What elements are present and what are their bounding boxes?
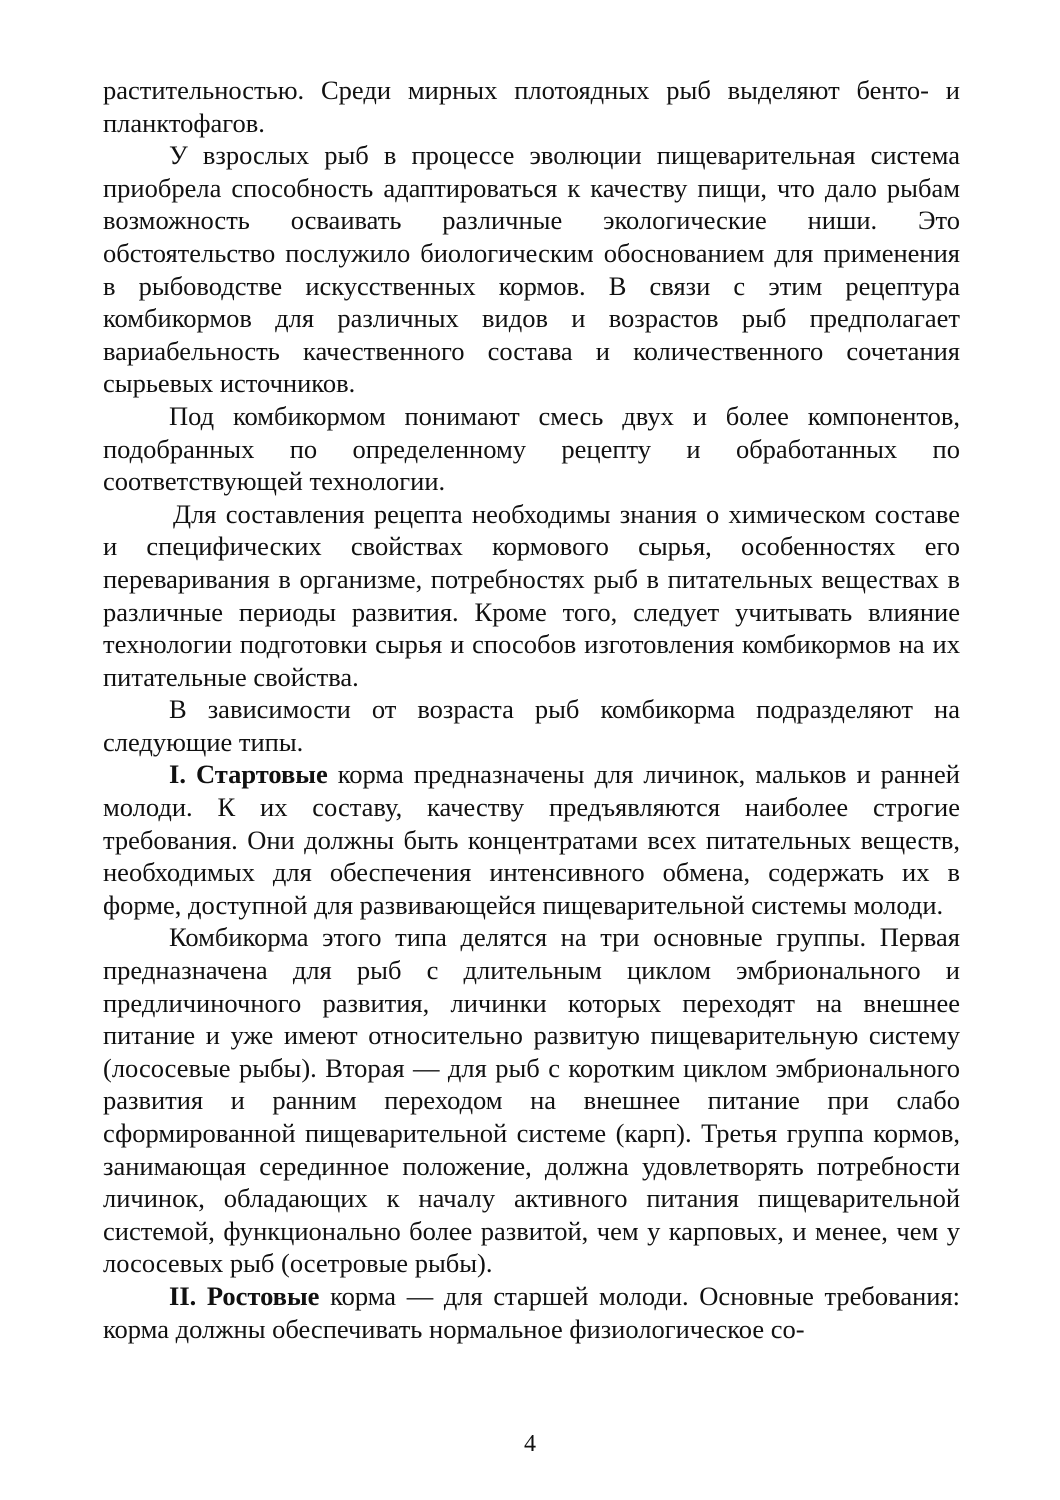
paragraph-starter-groups: Комбикорма этого типа делятся на три основные группы. Первая предназначена для рыб с длительным циклом эмбрионального и предличиночного развития, личинки которых переходят на внешнее питание и уже имеют относительно развитую пищеварительную систему (лососевые рыбы). Вторая — для рыб с коротким циклом эмбрионального развития и ранним переходом на внешнее питание при слабо сформированной пищеварительной системе (карп). Третья группа кормов, занимающая серединное положение, должна удовлетворять потребности личинок, обладающих к началу активного питания пищеварительной системой, функционально более развитой, чем у карповых, и менее, чем у лососевых рыб (осетровые рыбы). xyxy=(103,922,960,1279)
paragraph-continuation: растительностью. Среди мирных плотоядных рыб выделяют бенто- и планктофагов. xyxy=(103,75,960,138)
body-text xyxy=(103,74,960,1345)
paragraph-recipe-requirements: Для составления рецепта необходимы знания о химическом составе и специфических свойствах кормового сырья, особенностях его переваривания в организме, потребностях рыб в питательных веществах в различные периоды развития. Кроме того, следует учитывать влияние технологии подготовки сырья и способов изготовления комбикормов на их питательные свойства. xyxy=(103,498,960,692)
starter-feeds-text: корма предназначены для личинок, мальков и ранней молоди. К их составу, качеству предъявляются наиболее строгие требования. Они должны быть концентратами всех питательных веществ, необходимых для обеспечения интенсивного обмена, содержать их в форме, доступной для развивающейся пищеварительной системы молоди. xyxy=(103,759,960,920)
paragraph-feed-types-intro: В зависимости от возраста рыб комбикорма подразделяют на следующие типы. xyxy=(103,694,960,757)
page-number: 4 xyxy=(524,1431,536,1457)
starter-feeds-heading: I. Стартовые xyxy=(169,759,328,790)
paragraph-compound-feed-definition: Под комбикормом понимают смесь двух и более компонентов, подобранных по определенному рецепту и обработанных по соответствующей технологии. xyxy=(103,400,960,497)
paragraph-starter-feeds xyxy=(103,758,960,921)
paragraph-digestive-adaptation: У взрослых рыб в процессе эволюции пищеварительная система приобрела способность адаптироваться к качеству пищи, что дало рыбам возможность осваивать различные экологические ниши. Это обстоятельство послужило биологическим обоснованием для применения в рыбоводстве искусственных кормов. В связи с этим рецептура комбикормов для различных видов и возрастов рыб предполагает вариабельность качественного состава и количественного сочетания сырьевых источников. xyxy=(103,140,960,399)
growth-feeds-heading: II. Ростовые xyxy=(169,1280,320,1311)
growth-feeds-text: корма — для старшей молоди. Основные требования: корма должны обеспечивать нормальное физиологическое со- xyxy=(103,1280,961,1344)
paragraph-growth-feeds xyxy=(103,1280,960,1345)
